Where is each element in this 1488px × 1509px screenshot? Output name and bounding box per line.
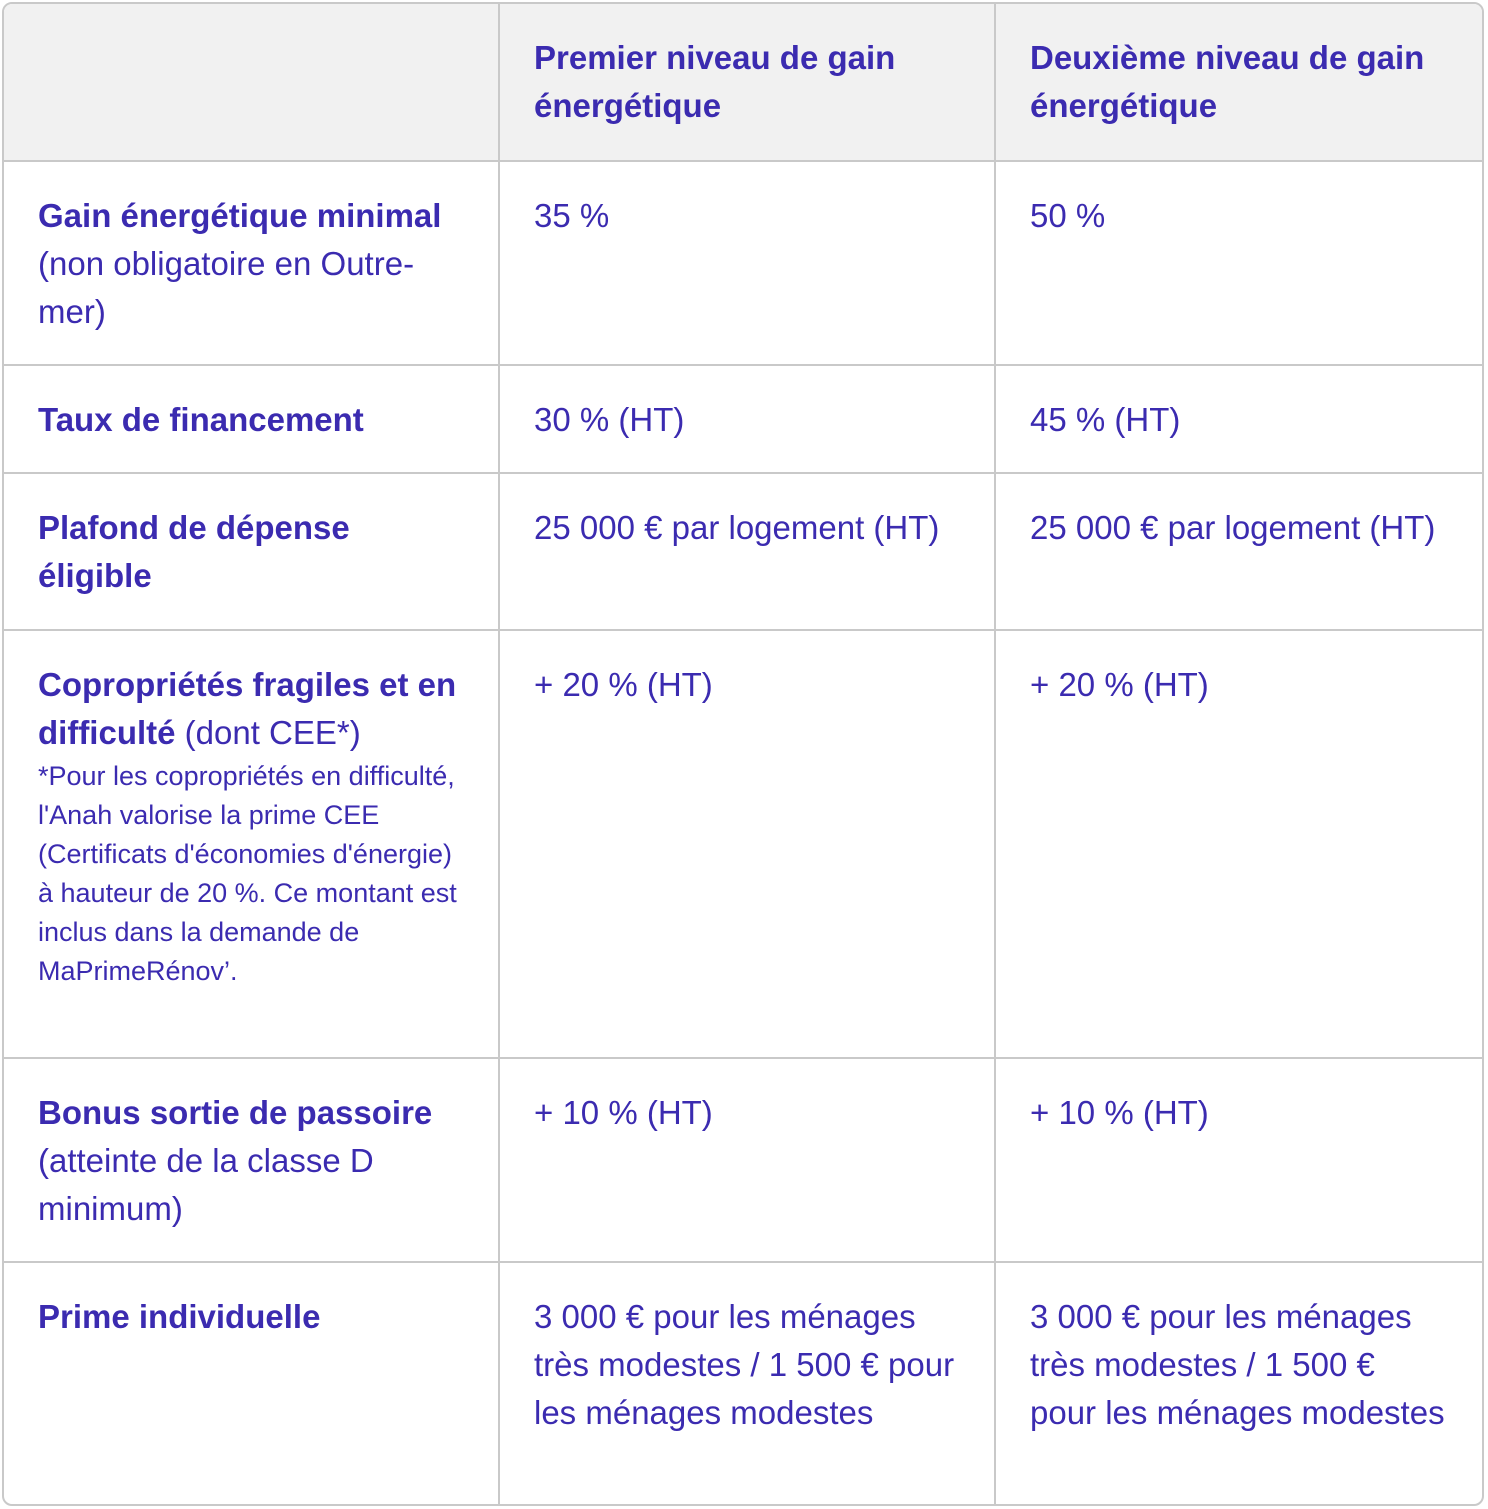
row-label-bold: Prime individuelle — [38, 1298, 321, 1335]
value-premier-niveau: 30 % (HT) — [499, 365, 995, 473]
header-empty-cell — [4, 4, 499, 161]
table-row — [4, 473, 1482, 630]
value-premier-niveau: + 10 % (HT) — [499, 1058, 995, 1262]
value-deuxieme-niveau: + 20 % (HT) — [995, 630, 1482, 1058]
row-label-bold: Bonus sortie de passoire — [38, 1094, 433, 1131]
comparison-table-container — [2, 2, 1484, 1506]
table-row — [4, 1262, 1482, 1506]
row-label-rest: (non obligatoire en Outre-mer) — [38, 245, 415, 330]
row-label-bold: Copropriétés fragiles et en difficulté — [38, 666, 457, 751]
row-label-taux-financement — [4, 365, 499, 473]
value-premier-niveau: 25 000 € par logement (HT) — [499, 473, 995, 630]
row-label-coproprietes — [4, 630, 499, 1058]
row-label-plafond-depense — [4, 473, 499, 630]
footnote-cee: *Pour les copropriétés en difficulté, l'Anah valorise la prime CEE (Certificats d'économies d'énergie) à hauteur de 20 %. Ce montant est inclus dans la demande de MaPrimeRénov’. — [38, 761, 457, 986]
header-premier-niveau: Premier niveau de gain énergétique — [499, 4, 995, 161]
table-row — [4, 161, 1482, 365]
value-deuxieme-niveau: 3 000 € pour les ménages très modestes / 1 500 € pour les ménages modestes — [995, 1262, 1482, 1506]
table-row — [4, 630, 1482, 1058]
value-deuxieme-niveau: 50 % — [995, 161, 1482, 365]
row-label-rest: (atteinte de la classe D minimum) — [38, 1142, 374, 1227]
value-premier-niveau: + 20 % (HT) — [499, 630, 995, 1058]
value-deuxieme-niveau: 25 000 € par logement (HT) — [995, 473, 1482, 630]
row-label-rest: (dont CEE*) — [175, 714, 361, 751]
row-label-bonus-passoire — [4, 1058, 499, 1262]
row-label-prime-individuelle — [4, 1262, 499, 1506]
value-premier-niveau: 35 % — [499, 161, 995, 365]
row-label-bold: Plafond de dépense éligible — [38, 509, 350, 594]
row-label-bold: Taux de financement — [38, 401, 364, 438]
table-row — [4, 365, 1482, 473]
value-deuxieme-niveau: 45 % (HT) — [995, 365, 1482, 473]
table-row — [4, 1058, 1482, 1262]
comparison-table — [4, 4, 1482, 1506]
row-label-gain-minimal — [4, 161, 499, 365]
value-premier-niveau: 3 000 € pour les ménages très modestes / 1 500 € pour les ménages modestes — [499, 1262, 995, 1506]
row-label-bold: Gain énergétique minimal — [38, 197, 442, 234]
table-header-row — [4, 4, 1482, 161]
header-deuxieme-niveau: Deuxième niveau de gain énergétique — [995, 4, 1482, 161]
value-deuxieme-niveau: + 10 % (HT) — [995, 1058, 1482, 1262]
